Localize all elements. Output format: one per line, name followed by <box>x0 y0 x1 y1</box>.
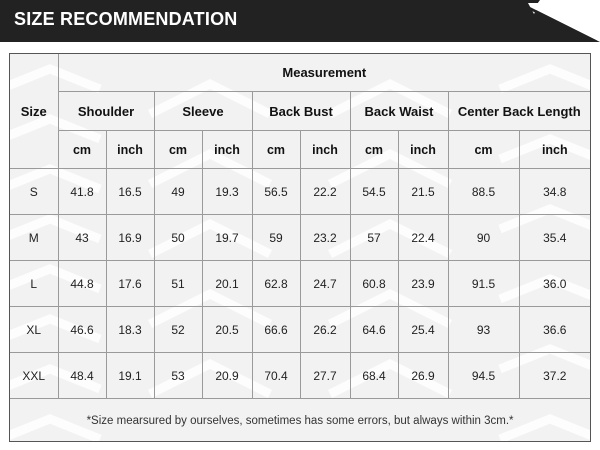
table-cell: 68.4 <box>350 353 398 399</box>
table-cell: 70.4 <box>252 353 300 399</box>
table-cell: 36.6 <box>519 307 590 353</box>
table-cell: 46.6 <box>58 307 106 353</box>
table-cell: 90 <box>448 215 519 261</box>
unit-header: cm <box>58 131 106 169</box>
table-cell: 64.6 <box>350 307 398 353</box>
table-cell: 62.8 <box>252 261 300 307</box>
table-cell: 54.5 <box>350 169 398 215</box>
table-cell: 19.1 <box>106 353 154 399</box>
table-row <box>10 215 590 261</box>
header-row-measurement <box>10 54 590 92</box>
unit-header: cm <box>252 131 300 169</box>
table-cell: 35.4 <box>519 215 590 261</box>
table-cell: 26.9 <box>398 353 448 399</box>
size-label: S <box>10 169 58 215</box>
table-row <box>10 353 590 399</box>
table-cell: 16.5 <box>106 169 154 215</box>
table-cell: 25.4 <box>398 307 448 353</box>
unit-header: inch <box>106 131 154 169</box>
table-cell: 51 <box>154 261 202 307</box>
size-label: XXL <box>10 353 58 399</box>
chevron-down-icon <box>510 0 600 42</box>
table-cell: 20.1 <box>202 261 252 307</box>
size-column-header: Size <box>10 54 58 169</box>
header-banner <box>0 0 600 42</box>
table-cell: 91.5 <box>448 261 519 307</box>
size-table <box>10 54 590 442</box>
note-row <box>10 399 590 443</box>
table-cell: 43 <box>58 215 106 261</box>
table-cell: 88.5 <box>448 169 519 215</box>
table-cell: 23.2 <box>300 215 350 261</box>
group-header: Center Back Length <box>448 92 590 131</box>
table-cell: 93 <box>448 307 519 353</box>
table-cell: 21.5 <box>398 169 448 215</box>
table-cell: 20.5 <box>202 307 252 353</box>
table-cell: 50 <box>154 215 202 261</box>
table-cell: 17.6 <box>106 261 154 307</box>
unit-header: inch <box>398 131 448 169</box>
table-cell: 19.7 <box>202 215 252 261</box>
table-cell: 20.9 <box>202 353 252 399</box>
table-row <box>10 307 590 353</box>
table-cell: 57 <box>350 215 398 261</box>
table-cell: 52 <box>154 307 202 353</box>
group-header: Shoulder <box>58 92 154 131</box>
table-cell: 41.8 <box>58 169 106 215</box>
table-cell: 34.8 <box>519 169 590 215</box>
header-row-units <box>10 131 590 169</box>
table-cell: 16.9 <box>106 215 154 261</box>
table-cell: 26.2 <box>300 307 350 353</box>
table-row <box>10 169 590 215</box>
table-cell: 59 <box>252 215 300 261</box>
size-label: L <box>10 261 58 307</box>
size-table-frame <box>9 53 591 442</box>
table-cell: 60.8 <box>350 261 398 307</box>
unit-header: inch <box>300 131 350 169</box>
table-cell: 27.7 <box>300 353 350 399</box>
table-cell: 19.3 <box>202 169 252 215</box>
table-cell: 37.2 <box>519 353 590 399</box>
table-cell: 44.8 <box>58 261 106 307</box>
table-cell: 22.2 <box>300 169 350 215</box>
unit-header: inch <box>202 131 252 169</box>
table-cell: 53 <box>154 353 202 399</box>
table-cell: 18.3 <box>106 307 154 353</box>
table-row <box>10 261 590 307</box>
table-cell: 49 <box>154 169 202 215</box>
table-cell: 94.5 <box>448 353 519 399</box>
size-label: M <box>10 215 58 261</box>
unit-header: cm <box>448 131 519 169</box>
size-note: *Size mearsured by ourselves, sometimes has some errors, but always within 3cm.* <box>10 399 590 443</box>
table-cell: 66.6 <box>252 307 300 353</box>
banner-title: SIZE RECOMMENDATION <box>14 9 238 29</box>
unit-header: inch <box>519 131 590 169</box>
group-header: Sleeve <box>154 92 252 131</box>
measurement-header: Measurement <box>58 54 590 92</box>
table-cell: 23.9 <box>398 261 448 307</box>
unit-header: cm <box>154 131 202 169</box>
unit-header: cm <box>350 131 398 169</box>
group-header: Back Bust <box>252 92 350 131</box>
table-cell: 48.4 <box>58 353 106 399</box>
table-cell: 36.0 <box>519 261 590 307</box>
table-cell: 22.4 <box>398 215 448 261</box>
size-label: XL <box>10 307 58 353</box>
header-row-groups <box>10 92 590 131</box>
table-cell: 56.5 <box>252 169 300 215</box>
group-header: Back Waist <box>350 92 448 131</box>
table-cell: 24.7 <box>300 261 350 307</box>
